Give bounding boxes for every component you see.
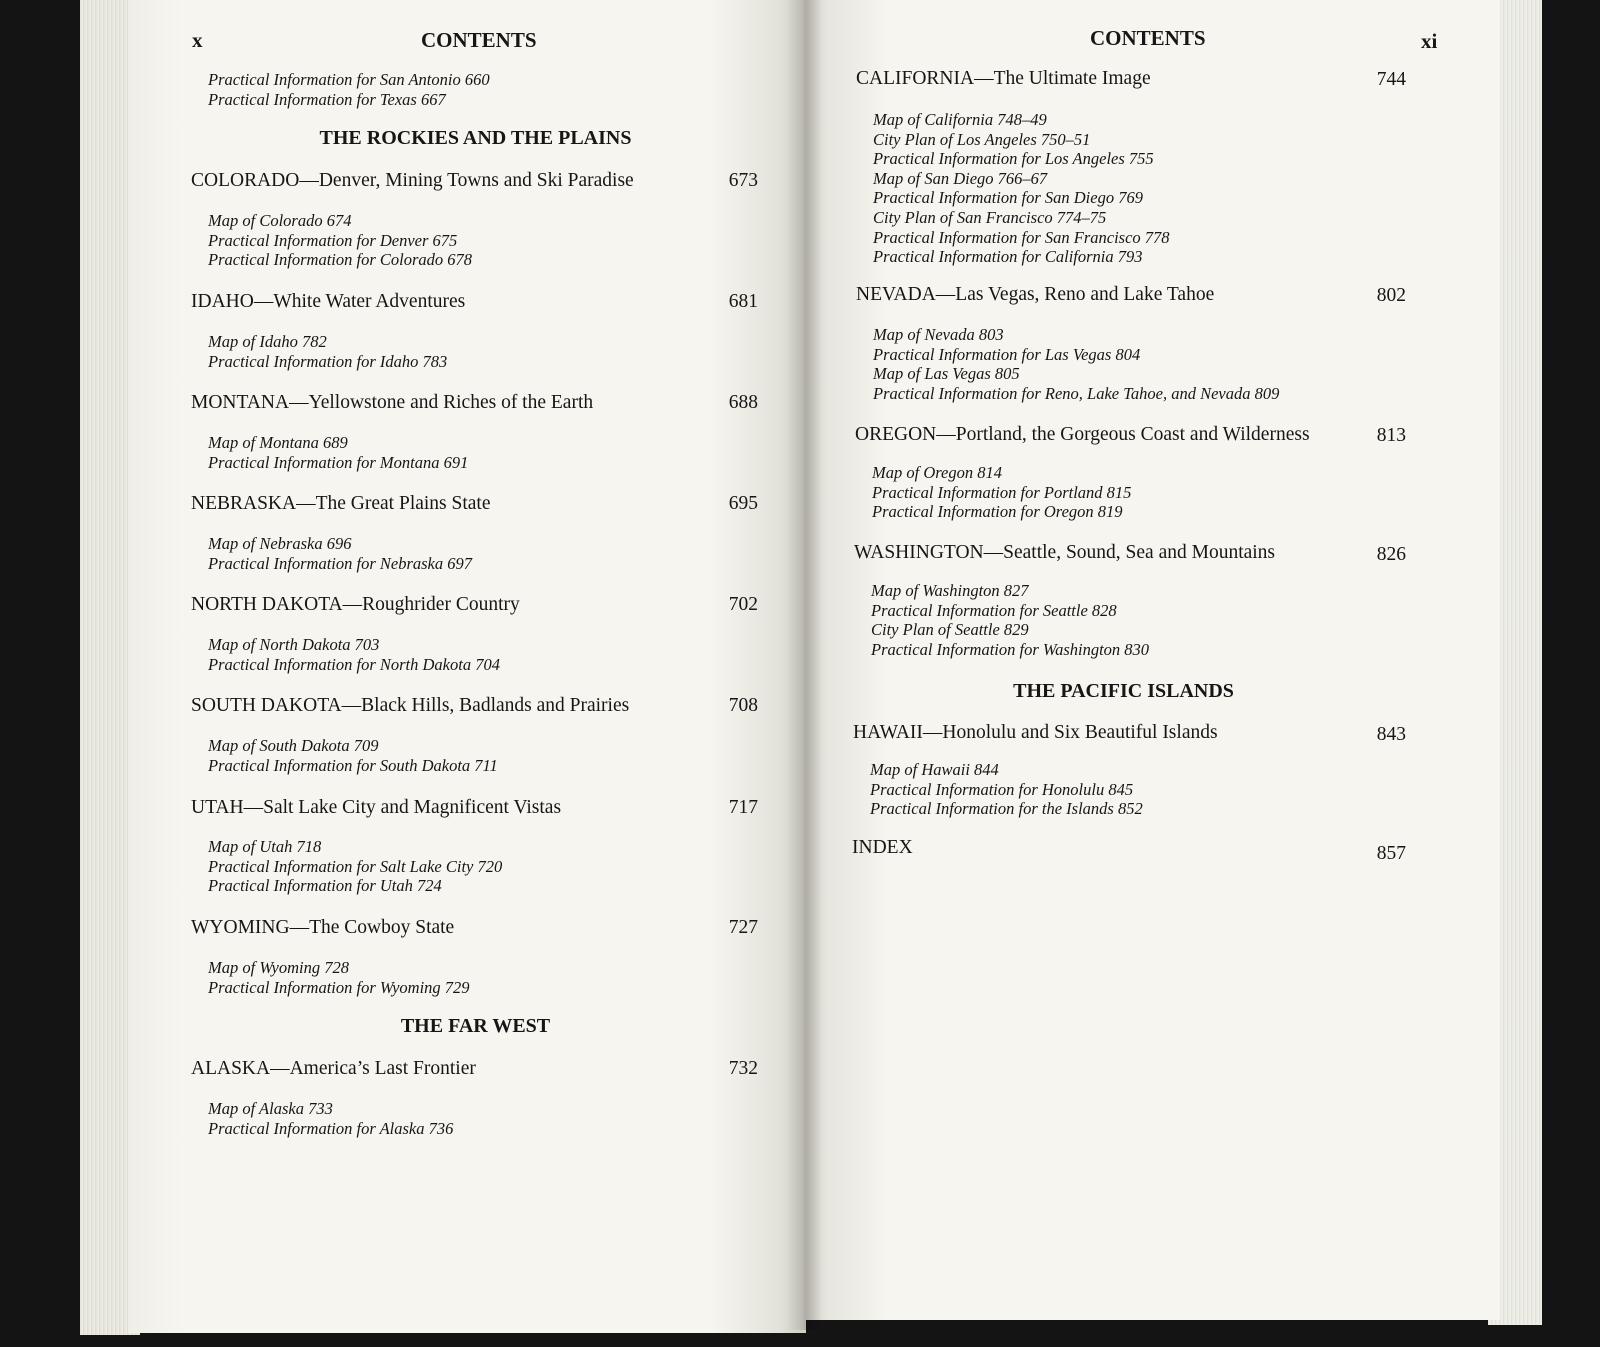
toc-subitems (208, 837, 502, 896)
toc-entry-title: CALIFORNIA—The Ultimate Image (856, 68, 1151, 89)
toc-subitems (873, 325, 1279, 403)
toc-entry-page: 857 (1376, 843, 1406, 864)
toc-entry-title: WYOMING—The Cowboy State (191, 917, 455, 938)
toc-subitem: Practical Information for Seattle 828 (871, 600, 1117, 620)
toc-subitem: Map of Oregon 814 (872, 463, 1003, 482)
toc-subitem: Map of California 748–49 (873, 110, 1047, 129)
section-heading-rockies: THE ROCKIES AND THE PLAINS (319, 127, 632, 149)
toc-subitem: Practical Information for Colorado 678 (208, 250, 472, 270)
toc-subitem: Practical Information for Las Vegas 804 (873, 344, 1141, 364)
toc-subitems (873, 110, 1170, 267)
toc-entry-page: 744 (1376, 69, 1406, 90)
left-page (128, 0, 806, 1333)
toc-subitem: Practical Information for Utah 724 (208, 876, 442, 896)
toc-subitem: Map of Utah 718 (208, 837, 322, 856)
toc-subitems (870, 760, 1143, 819)
toc-subitem: Map of North Dakota 703 (208, 635, 380, 654)
toc-subitem: Map of Nevada 803 (873, 325, 1004, 344)
toc-subitem: Map of Colorado 674 (208, 211, 352, 230)
toc-subitem: Map of Washington 827 (871, 581, 1029, 600)
toc-entry-page: 843 (1376, 724, 1406, 745)
toc-entry-page: 695 (728, 493, 758, 514)
toc-subitem: Practical Information for Wyoming 729 (208, 977, 470, 997)
toc-subitem: Practical Information for Alaska 736 (208, 1118, 454, 1138)
right-page (806, 0, 1500, 1320)
left-page-number: x (192, 28, 203, 52)
toc-entry-title: NORTH DAKOTA—Roughrider Country (191, 594, 520, 615)
toc-subitems (208, 332, 447, 371)
toc-entry-title: NEVADA—Las Vegas, Reno and Lake Tahoe (856, 284, 1215, 305)
toc-subitem: City Plan of Seattle 829 (871, 620, 1029, 640)
toc-subitem: Practical Information for South Dakota 711 (208, 755, 498, 775)
toc-subitem: Practical Information for Reno, Lake Tahoe, and Nevada 809 (873, 383, 1280, 403)
toc-subitem: Practical Information for Oregon 819 (872, 502, 1123, 522)
toc-subitem: Map of Alaska 733 (208, 1099, 333, 1118)
toc-subitem: Map of Las Vegas 805 (873, 364, 1020, 384)
toc-entry-title: IDAHO—White Water Adventures (191, 291, 466, 312)
toc-subitems (872, 463, 1131, 522)
toc-subitem: Practical Information for Nebraska 697 (208, 553, 472, 573)
toc-subitem: Practical Information for Denver 675 (208, 230, 458, 250)
toc-subitem: Practical Information for Washington 830 (871, 639, 1150, 659)
toc-subitems (208, 635, 500, 674)
toc-subitem: Practical Information for Texas 667 (208, 89, 446, 109)
toc-subitem: Practical Information for Portland 815 (872, 482, 1132, 502)
toc-entry-title: ALASKA—America’s Last Frontier (191, 1058, 476, 1079)
toc-subitems (208, 736, 498, 775)
toc-subitem: Practical Information for Los Angeles 755 (873, 149, 1154, 169)
toc-subitems (208, 433, 468, 472)
toc-subitems (208, 534, 472, 573)
toc-entry-page: 681 (728, 291, 758, 312)
toc-entry-page: 717 (728, 797, 758, 818)
toc-entry-page: 727 (728, 917, 758, 938)
toc-entry-title: MONTANA—Yellowstone and Riches of the Earth (191, 392, 594, 413)
toc-subitem: Practical Information for San Diego 769 (873, 188, 1143, 208)
toc-subitem: Map of Montana 689 (208, 433, 348, 452)
toc-entry-title: HAWAII—Honolulu and Six Beautiful Islands (853, 722, 1218, 743)
toc-entry-page: 702 (728, 594, 758, 615)
right-running-head: CONTENTS (1090, 26, 1206, 50)
toc-subitem: Practical Information for San Francisco 778 (873, 227, 1170, 247)
toc-subitem: Practical Information for Honolulu 845 (870, 779, 1134, 799)
toc-entry-title: SOUTH DAKOTA—Black Hills, Badlands and Prairies (191, 695, 630, 716)
section-heading-far-west: THE FAR WEST (400, 1015, 551, 1037)
left-running-head: CONTENTS (421, 28, 537, 52)
toc-entry-title: OREGON—Portland, the Gorgeous Coast and Wilderness (855, 424, 1310, 445)
toc-subitem: Practical Information for California 793 (873, 247, 1143, 267)
toc-subitem: Map of Idaho 782 (208, 332, 327, 351)
toc-entry-page: 673 (728, 170, 758, 191)
toc-subitems (208, 958, 470, 997)
toc-subitem: Practical Information for San Antonio 660 (208, 70, 490, 89)
toc-entry-page: 813 (1376, 425, 1406, 446)
toc-subitem: Practical Information for North Dakota 704 (208, 654, 500, 674)
right-page-number: xi (1421, 29, 1438, 53)
section-heading-pacific: THE PACIFIC ISLANDS (1013, 680, 1234, 702)
toc-subitem: Practical Information for Salt Lake City 720 (208, 856, 503, 876)
top-items (208, 70, 490, 109)
toc-subitem: Map of Hawaii 844 (870, 760, 999, 779)
toc-entry-title: NEBRASKA—The Great Plains State (191, 493, 491, 514)
toc-subitem: Practical Information for Idaho 783 (208, 351, 448, 371)
toc-subitems (871, 581, 1149, 659)
toc-subitem: Map of Nebraska 696 (208, 534, 352, 553)
toc-entry-title: INDEX (852, 837, 913, 858)
toc-entry-title: WASHINGTON—Seattle, Sound, Sea and Mountains (854, 542, 1276, 563)
toc-subitem: Map of Wyoming 728 (208, 958, 350, 977)
toc-entry-page: 826 (1376, 544, 1406, 565)
toc-subitems (208, 211, 472, 270)
toc-entry-page: 688 (728, 392, 758, 413)
toc-entry-title: COLORADO—Denver, Mining Towns and Ski Paradise (191, 170, 634, 191)
toc-entry-page: 708 (728, 695, 758, 716)
toc-subitem: City Plan of San Francisco 774–75 (873, 207, 1107, 227)
toc-entry-page: 732 (728, 1058, 758, 1079)
toc-subitem: City Plan of Los Angeles 750–51 (873, 129, 1091, 149)
toc-subitems (208, 1099, 453, 1138)
toc-subitem: Practical Information for the Islands 852 (870, 799, 1143, 819)
toc-subitem: Map of South Dakota 709 (208, 736, 379, 755)
toc-subitem: Practical Information for Montana 691 (208, 452, 469, 472)
toc-entry-page: 802 (1376, 285, 1406, 306)
toc-subitem: Map of San Diego 766–67 (873, 168, 1048, 188)
toc-entry-title: UTAH—Salt Lake City and Magnificent Vistas (191, 797, 562, 818)
